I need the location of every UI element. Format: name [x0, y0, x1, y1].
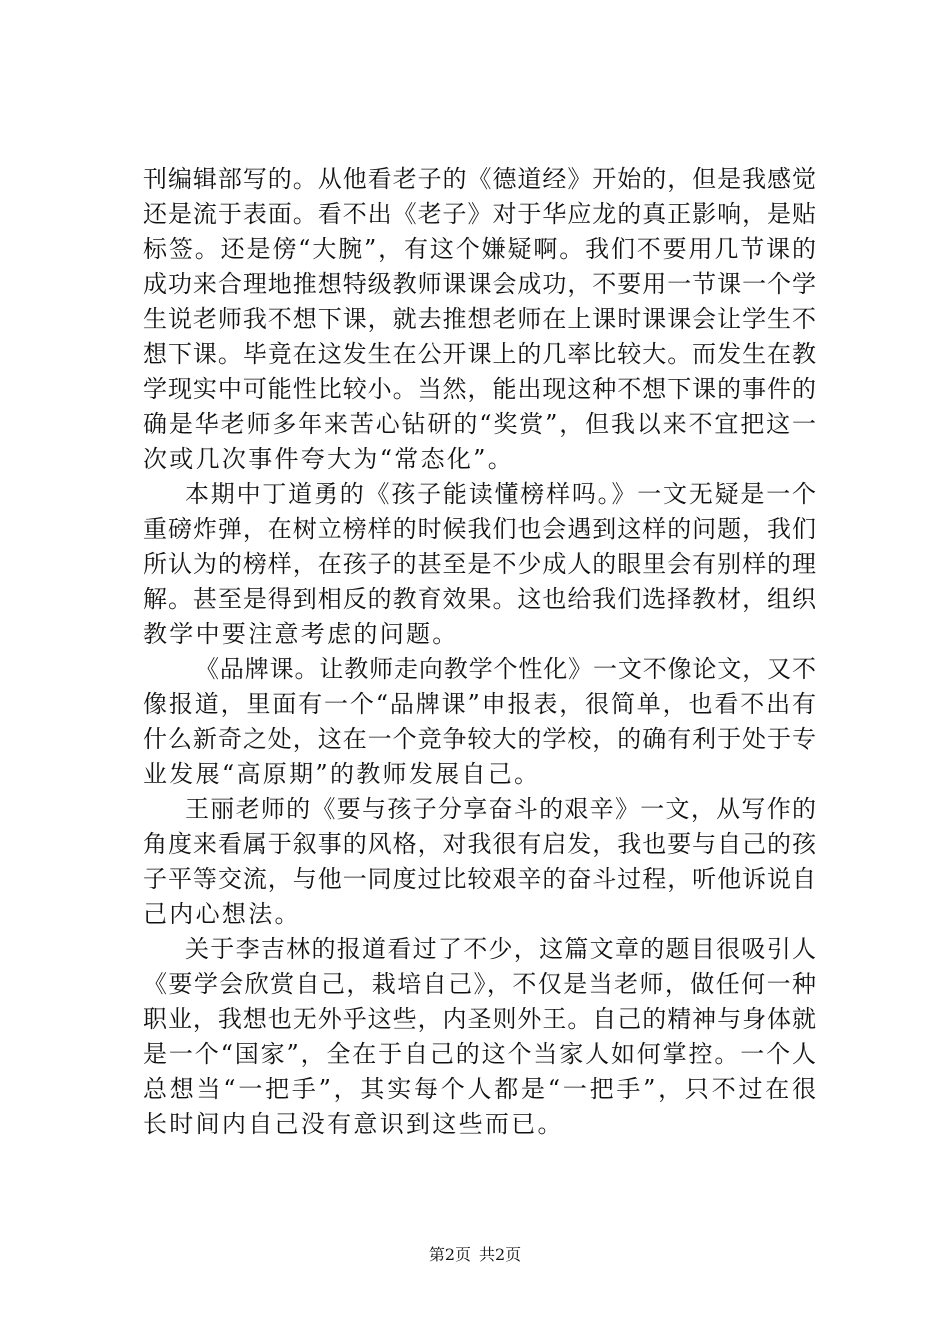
page-total: 共2页	[479, 1245, 522, 1264]
paragraph-5	[143, 932, 816, 1142]
text-line: 刊编辑部写的。从他看老子的《德道经》开始的，但是我感觉	[143, 165, 816, 193]
page-footer	[0, 1244, 950, 1266]
text-line: 所认为的榜样，在孩子的甚至是不少成人的眼里会有别样的理	[143, 550, 816, 578]
text-line: 关于李吉林的报道看过了不少，这篇文章的题目很吸引人	[185, 935, 816, 963]
body-text	[143, 162, 816, 1142]
text-line: 学现实中可能性比较小。当然，能出现这种不想下课的事件的	[143, 375, 816, 403]
text-line: 子平等交流，与他一同度过比较艰辛的奋斗过程，听他诉说自	[143, 865, 816, 893]
paragraph-2	[143, 477, 816, 652]
text-line: 王丽老师的《要与孩子分享奋斗的艰辛》一文，从写作的	[185, 795, 816, 823]
text-line: 像报道，里面有一个“品牌课”申报表，很简单，也看不出有	[143, 690, 816, 718]
text-line: 重磅炸弹，在树立榜样的时候我们也会遇到这样的问题，我们	[143, 515, 816, 543]
text-line: 长时间内自己没有意识到这些而已。	[143, 1110, 564, 1138]
text-line: 己内心想法。	[143, 900, 301, 928]
text-line: 解。甚至是得到相反的教育效果。这也给我们选择教材，组织	[143, 585, 816, 613]
text-line: 还是流于表面。看不出《老子》对于华应龙的真正影响，是贴	[143, 200, 816, 228]
text-line: 业发展“高原期”的教师发展自己。	[143, 760, 541, 788]
paragraph-4	[143, 792, 816, 932]
text-line: 想下课。毕竟在这发生在公开课上的几率比较大。而发生在教	[143, 340, 816, 368]
text-line: 职业，我想也无外乎这些，内圣则外王。自己的精神与身体就	[143, 1005, 816, 1033]
paragraph-1	[143, 162, 816, 477]
text-line: 教学中要注意考虑的问题。	[143, 620, 459, 648]
text-line: 本期中丁道勇的《孩子能读懂榜样吗。》一文无疑是一个	[185, 480, 816, 508]
text-line: 总想当“一把手”，其实每个人都是“一把手”，只不过在很	[143, 1075, 816, 1103]
text-line: 标签。还是傍“大腕”，有这个嫌疑啊。我们不要用几节课的	[143, 235, 816, 263]
text-line: 角度来看属于叙事的风格，对我很有启发，我也要与自己的孩	[143, 830, 816, 858]
text-line: 《要学会欣赏自己，栽培自己》，不仅是当老师，做任何一种	[143, 970, 816, 998]
text-line: 次或几次事件夸大为“常态化”。	[143, 445, 515, 473]
text-line: 什么新奇之处，这在一个竞争较大的学校，的确有利于处于专	[143, 725, 816, 753]
paragraph-3	[143, 652, 816, 792]
text-line: 成功来合理地推想特级教师课课会成功，不要用一节课一个学	[143, 270, 816, 298]
page-number: 第2页	[428, 1245, 471, 1264]
text-line: 生说老师我不想下课，就去推想老师在上课时课课会让学生不	[143, 305, 816, 333]
text-line: 《品牌课。让教师走向教学个性化》一文不像论文，又不	[195, 655, 816, 683]
text-line: 确是华老师多年来苦心钻研的“奖赏”，但我以来不宜把这一	[143, 410, 816, 438]
text-line: 是一个“国家”，全在于自己的这个当家人如何掌控。一个人	[143, 1040, 816, 1068]
